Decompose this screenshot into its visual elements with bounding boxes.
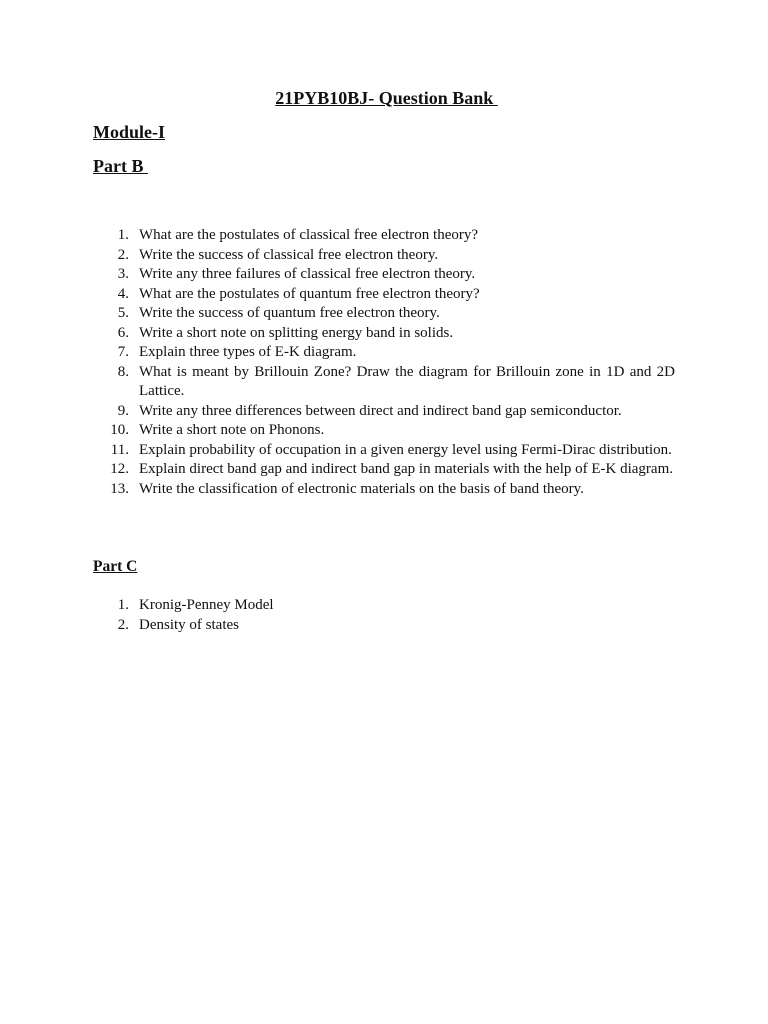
question-number: 3. — [117, 266, 129, 282]
question-number: 10. — [110, 422, 129, 438]
question-number: 1. — [117, 227, 129, 243]
question-text: What are the postulates of quantum free electron theory? — [139, 285, 480, 302]
question-item — [93, 246, 675, 266]
question-number: 7. — [117, 344, 129, 360]
question-text: Write a short note on splitting energy band in solids. — [139, 324, 454, 341]
question-item — [93, 226, 675, 246]
question-item — [93, 304, 675, 324]
question-number: 8. — [117, 363, 129, 380]
question-item — [93, 441, 675, 461]
question-number: 6. — [117, 324, 129, 341]
question-item — [93, 265, 675, 285]
question-number: 9. — [117, 402, 129, 419]
question-text: Write a short note on Phonons. — [139, 422, 325, 438]
question-text: Kronig-Penney Model — [139, 597, 274, 613]
part-c-question-list — [93, 596, 675, 635]
question-text: Write any three differences between direct and indirect band gap semiconductor. — [139, 402, 622, 419]
question-text: Write the success of quantum free electron theory. — [139, 305, 440, 321]
question-number: 2. — [117, 616, 129, 633]
question-item — [93, 616, 675, 636]
question-text: What are the postulates of classical free electron theory? — [139, 227, 479, 243]
question-text: Write the success of classical free electron theory. — [139, 246, 439, 263]
question-item — [93, 324, 675, 344]
question-item — [93, 596, 675, 616]
question-item — [93, 343, 675, 363]
question-number: 1. — [117, 597, 129, 613]
question-text: Write any three failures of classical free electron theory. — [139, 266, 476, 282]
question-text: What is meant by Brillouin Zone? Draw the diagram for Brillouin zone in 1D and 2D Lattice. — [139, 363, 675, 399]
part-b-question-list — [93, 226, 675, 499]
question-number: 2. — [117, 246, 129, 263]
question-text: Explain probability of occupation in a given energy level using Fermi-Dirac distribution. — [139, 441, 672, 458]
question-text: Write the classification of electronic materials on the basis of band theory. — [139, 480, 584, 497]
question-number: 11. — [110, 441, 129, 458]
question-number: 13. — [110, 480, 129, 497]
question-number: 12. — [110, 461, 129, 477]
question-item — [93, 421, 675, 441]
question-item — [93, 402, 675, 422]
question-text: Density of states — [139, 616, 239, 633]
part-c-heading: Part C — [93, 558, 138, 575]
document-title: 21PYB10BJ- Question Bank — [275, 88, 498, 108]
question-text: Explain three types of E-K diagram. — [139, 344, 357, 360]
question-item — [93, 460, 675, 480]
question-item — [93, 363, 675, 402]
module-heading: Module-I — [93, 122, 165, 142]
question-text: Explain direct band gap and indirect band gap in materials with the help of E-K diagram. — [139, 461, 673, 477]
question-item — [93, 285, 675, 305]
part-b-heading: Part B — [93, 156, 148, 176]
question-item — [93, 480, 675, 500]
question-number: 5. — [117, 305, 129, 321]
question-number: 4. — [117, 285, 129, 302]
